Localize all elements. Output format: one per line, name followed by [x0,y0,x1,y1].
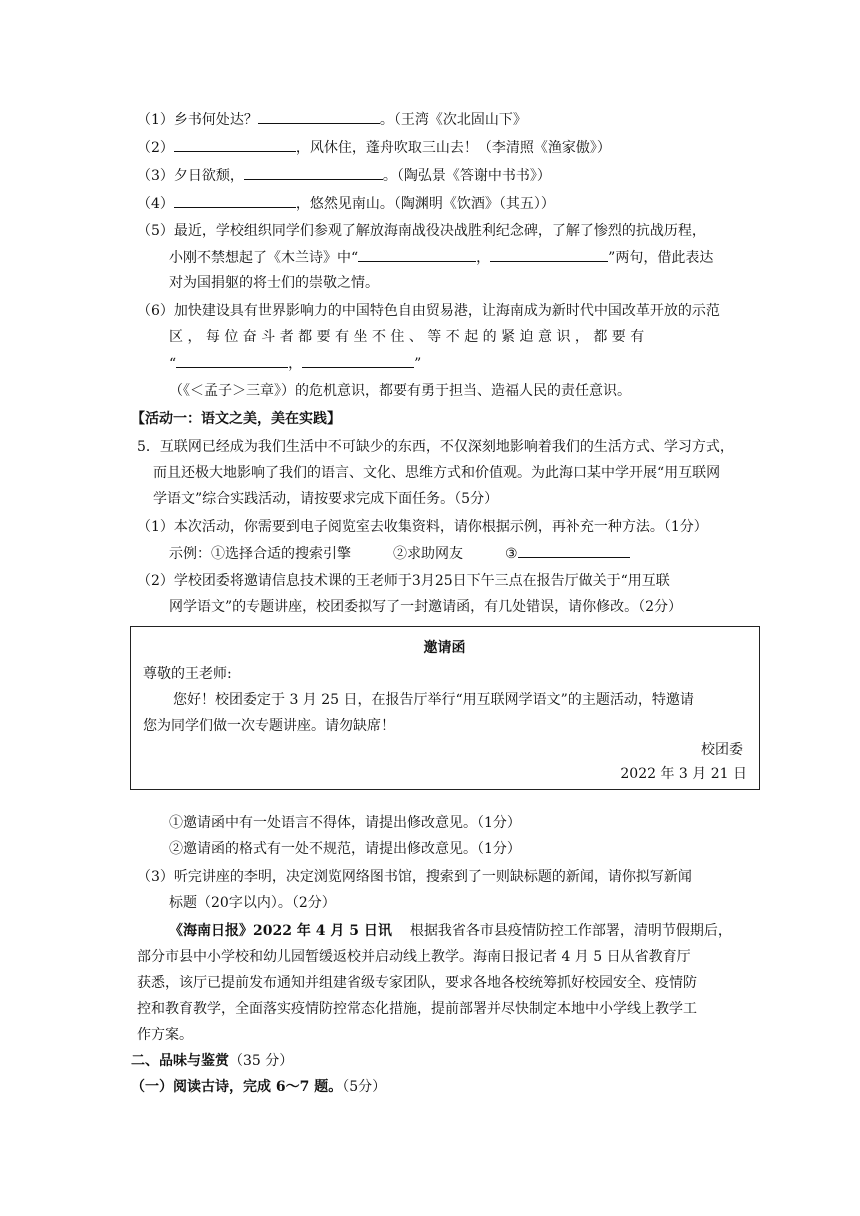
answer-blank[interactable] [176,352,288,368]
item-text: “ [169,356,177,372]
item-number: （3） [137,168,174,184]
item-text: 小刚不禁想起了《木兰诗》中“ [169,250,359,266]
item-number: （1） [137,112,174,128]
q4-item-3 [137,164,551,187]
item-text: 夕日欲颓， [173,168,244,184]
q4-item-5-line-3: 对为国捐躯的将士们的崇敬之情。 [169,275,379,291]
letter-date: 2022 年 3 月 21 日 [620,766,747,782]
answer-blank[interactable] [174,136,296,152]
item-number: （2） [137,140,174,156]
q5-stem-line-2: 而且还极大地影响了我们的语言、文化、思维方式和价值观。为此海口某中学开展“用互联网 [153,465,721,481]
letter-signature: 校团委 [701,742,743,758]
section-2-subheading [131,1076,386,1098]
item-text: ”两句，借此表达 [608,250,714,266]
q5-sub2-item-2: ②邀请函的格式有一处不规范，请提出修改意见。（1分） [169,841,521,857]
q4-item-1 [137,108,527,131]
item-text: 。（王湾《次北固山下》 [379,112,527,128]
item-text: 。（陶弘景《答谢中书书》） [382,168,551,184]
item-text: ，风休住，蓬舟吹取三山去！（李清照《渔家傲》） [295,140,611,156]
q5-stem-line-3: 学语文”综合实践活动，请按要求完成下面任务。（5分） [153,491,499,507]
answer-blank[interactable] [518,542,630,558]
q5-sub1-example [169,542,630,565]
subsection-title: （一）阅读古诗，完成 6～7 题。 [131,1079,343,1095]
q4-item-2 [137,136,611,159]
q4-item-5-line-2 [169,246,713,269]
q4-item-6-line-3 [169,352,421,375]
letter-salutation: 尊敬的王老师: [143,666,232,682]
item-text: 乡书何处达？ [173,112,258,128]
news-paragraph-line-3: 获悉，该厅已提前发布通知并组建省级专家团队，要求各地各校统筹抓好校园安全、疫情防 [137,975,697,991]
q5-sub3-line-2: 标题（20字以内）。（2分） [169,895,336,911]
item-text: ， [288,356,303,372]
answer-blank[interactable] [174,192,296,208]
news-paragraph-line-1 [169,920,732,942]
q5-stem-line-1: 5．互联网已经成为我们生活中不可缺少的东西，不仅深刻地影响着我们的生活方式、学习方式， [137,439,734,455]
section-2-heading [131,1050,293,1072]
section-score: （35 分） [229,1053,294,1069]
news-paragraph-line-5: 作方案。 [137,1027,193,1043]
example-a: 示例：①选择合适的搜索引擎 [169,546,351,562]
answer-blank[interactable] [244,164,383,180]
news-paragraph-line-4: 控和教育教学，全面落实疫情防控常态化措施，提前部署并尽快制定本地中小学线上教学工 [137,1001,697,1017]
item-text: ，悠然见南山。（陶渊明《饮酒》（其五）） [295,196,555,212]
q4-item-6-line-4: （《＜孟子＞三章》）的危机意识，都要有勇于担当、造福人民的责任意识。 [169,383,631,399]
example-c: ③ [505,546,518,562]
letter-title: 邀请函 [423,640,466,656]
section-title: 二、品味与鉴赏 [131,1053,229,1069]
invitation-letter-box [130,626,760,790]
news-paragraph-line-2: 部分市县中小学校和幼儿园暂缓返校并启动线上教学。海南日报记者 4 月 5 日从省教育厅 [137,949,691,965]
item-number: （4） [137,196,174,212]
subsection-score: （5分） [342,1079,387,1095]
answer-blank[interactable] [302,352,414,368]
q4-item-6-line-1: （6）加快建设具有世界影响力的中国特色自由贸易港，让海南成为新时代中国改革开放的示范 [137,303,720,319]
item-text: ， [476,250,491,266]
news-dateline: 《海南日报》2022 年 4 月 5 日讯 [169,923,392,939]
answer-blank[interactable] [490,246,608,262]
letter-body-line-2: 您为同学们做一次专题讲座。请勿缺席！ [143,718,395,734]
q5-sub2-item-1: ①邀请函中有一处语言不得体，请提出修改意见。（1分） [169,815,521,831]
q4-item-5-line-1: （5）最近，学校组织同学们参观了解放海南战役决战胜利纪念碑，了解了惨烈的抗战历程， [137,223,706,239]
q5-sub1-prompt: （1）本次活动，你需要到电子阅览室去收集资料，请你根据示例，再补充一种方法。（1分） [137,519,708,535]
answer-blank[interactable] [258,108,380,124]
answer-blank[interactable] [358,246,476,262]
activity-heading: 【活动一：语文之美，美在实践】 [131,411,341,427]
q5-sub3-line-1: （3）听完讲座的李明，决定浏览网络图书馆，搜索到了一则缺标题的新闻，请你拟写新闻 [137,869,692,885]
news-text: 根据我省各市县疫情防控工作部署，清明节假期后， [409,923,732,939]
example-b: ②求助网友 [393,546,463,562]
q5-sub2-line-1: （2）学校团委将邀请信息技术课的王老师于3月25日下午三点在报告厅做关于“用互联 [137,573,670,589]
q4-item-6-line-2: 区 ， 每 位 奋 斗 者 都 要 有 坐 不 住 、 等 不 起 的 紧 迫 意 识 ， 都 要 有 [169,329,645,345]
item-text: ” [414,356,422,372]
letter-body-line-1: 您好！校团委定于 3 月 25 日，在报告厅举行“用互联网学语文”的主题活动，特邀请 [173,692,694,708]
q4-item-4 [137,192,555,215]
q5-sub2-line-2: 网学语文”的专题讲座，校团委拟写了一封邀请函，有几处错误，请你修改。（2分） [169,599,683,615]
